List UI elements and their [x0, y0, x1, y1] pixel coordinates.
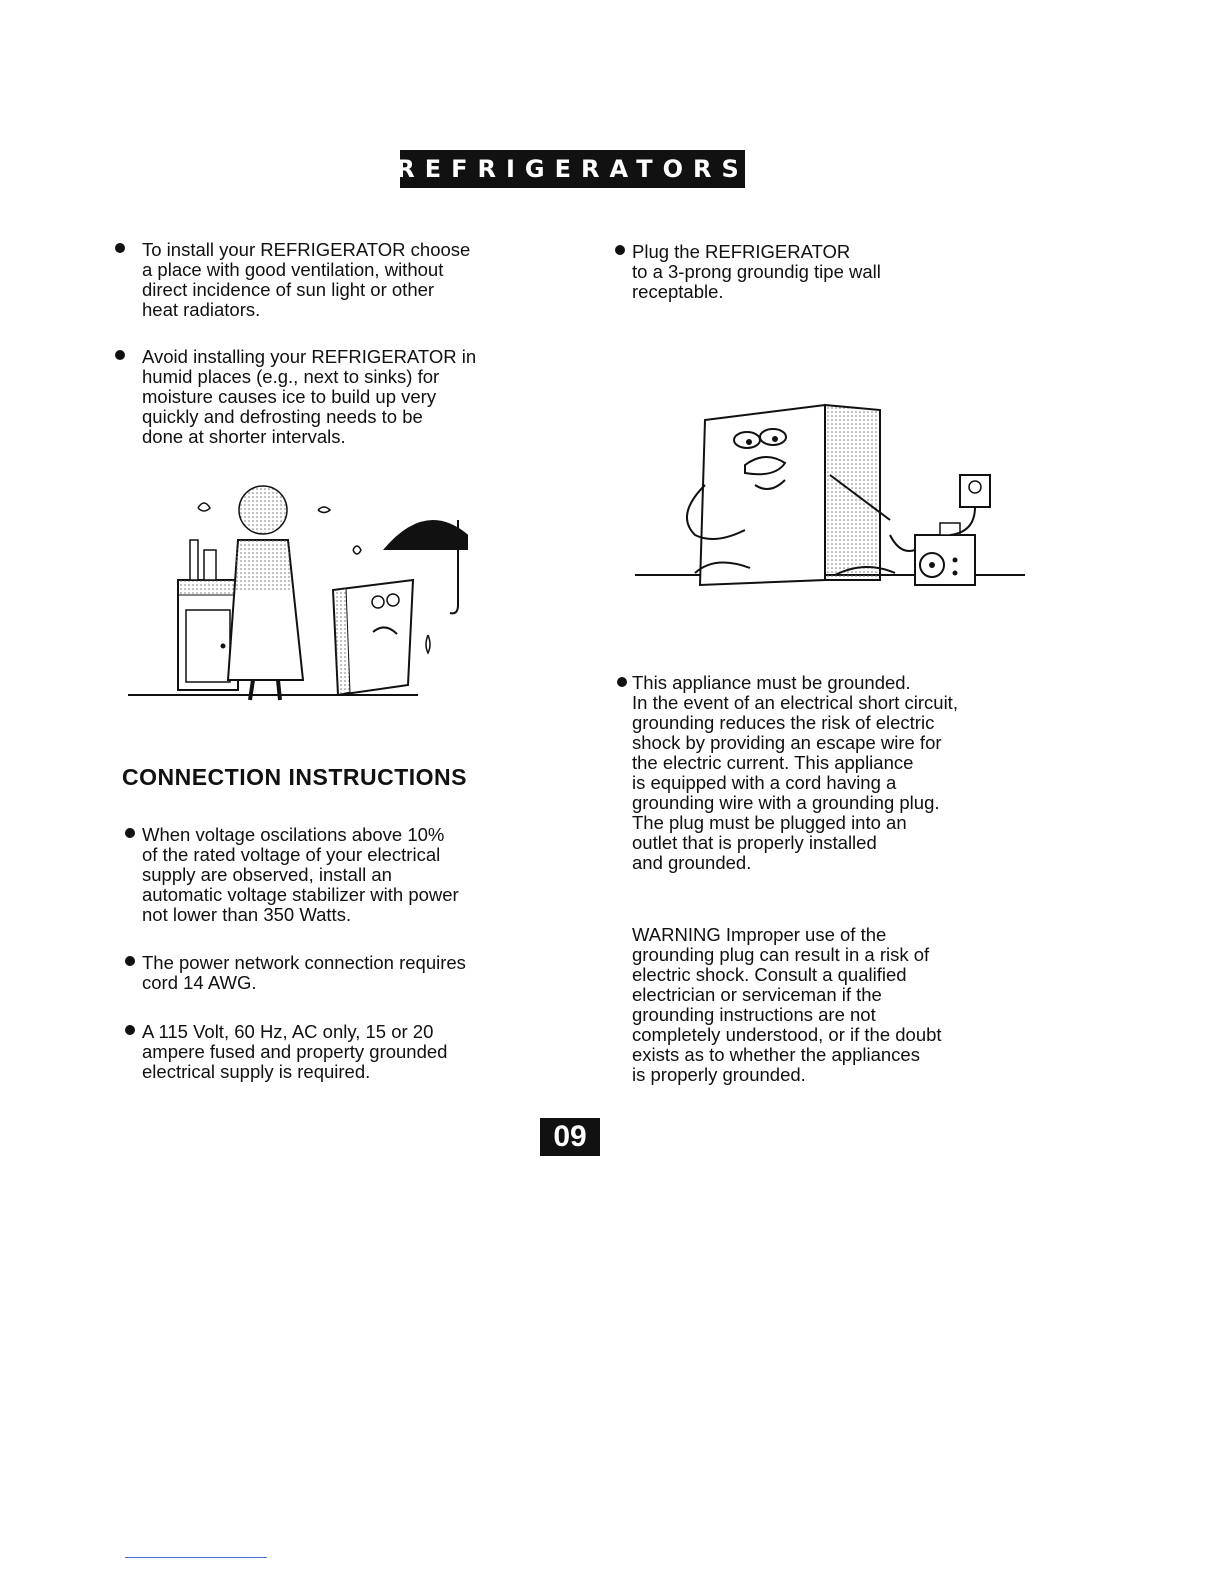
bullet [125, 956, 135, 966]
electrical-supply-paragraph: A 115 Volt, 60 Hz, AC only, 15 or 20 ampere fused and property grounded electrical supply is required. [142, 1021, 448, 1082]
footer-divider [125, 1557, 267, 1558]
section-title-banner: REFRIGERATORS [400, 150, 745, 188]
power-cord-paragraph: The power network connection requires cord 14 AWG. [142, 952, 466, 993]
bullet [617, 677, 627, 687]
bullet [125, 1025, 135, 1035]
plug-in-refrigerator-illustration [635, 395, 1025, 605]
warning-paragraph: WARNING Improper use of the grounding plug can result in a risk of electric shock. Consult a qualified electrician or serviceman if the grounding instructions are not completely understood, or if the doubt exists as to whether the appliances is properly grounded. [632, 924, 942, 1085]
voltage-stabilizer-paragraph: When voltage oscilations above 10% of the rated voltage of your electrical supply are observed, install an automatic voltage stabilizer with power not lower than 350 Watts. [142, 824, 459, 925]
bullet [115, 350, 125, 360]
plug-paragraph: Plug the REFRIGERATOR to a 3-prong groundig tipe wall receptable. [632, 241, 881, 302]
humid-kitchen-illustration [128, 480, 468, 720]
bullet [115, 243, 125, 253]
bullet [125, 828, 135, 838]
page-number: 09 [540, 1118, 600, 1156]
connection-instructions-heading: CONNECTION INSTRUCTIONS [122, 764, 467, 790]
install-location-paragraph: To install your REFRIGERATOR choose a place with good ventilation, without direct incidence of sun light or other heat radiators. [142, 239, 471, 320]
humid-places-paragraph: Avoid installing your REFRIGERATOR in humid places (e.g., next to sinks) for moisture causes ice to build up very quickly and defrosting needs to be done at shorter intervals. [142, 346, 477, 447]
bullet [615, 245, 625, 255]
grounding-paragraph: This appliance must be grounded. In the event of an electrical short circuit, grounding reduces the risk of electric shock by providing an escape wire for the electric current. This appliance is equipped with a cord having a grounding wire with a grounding plug. The plug must be plugged into an outlet that is properly installed and grounded. [632, 672, 958, 873]
